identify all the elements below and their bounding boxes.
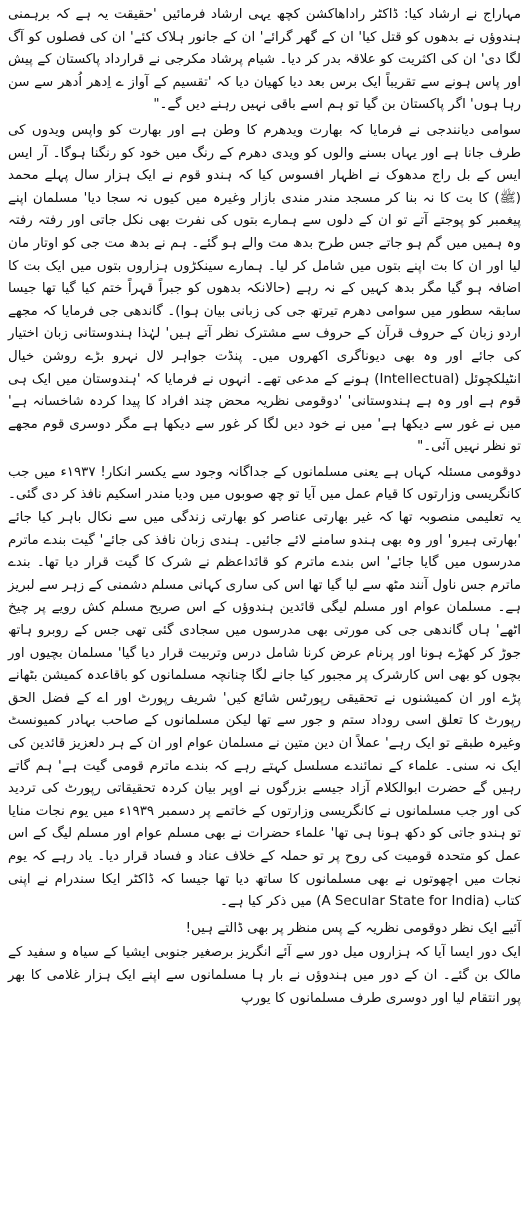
- paragraph-5: ایک دور ایسا آیا کہ ہزاروں میل دور سے آئے انگریز برصغیر جنوبی ایشیا کے سیاہ و سفید کے مالک بن گئے۔ ان کے دور میں ہندوؤں نے بار ہا مسلمانوں سے اپنے ایک ہزار غلامی کا بھر پور انتقام لیا اور دوسری طرف مسلمانوں کا یورپ: [8, 945, 521, 1006]
- paragraph-3: دوقومی مسئلہ کہاں ہے یعنی مسلمانوں کے جداگانہ وجود سے یکسر انکار! ۱۹۳۷ء میں جب کانگریسی وزارتوں کا قیام عمل میں آیا تو چھ صوبوں میں ودیا مندر اسکیم نافذ کر دی گئی۔ یہ تعلیمی منصوبہ تھا کہ غیر بھارتی عناصر کو بھارتی زندگی میں سے نکال باہر کیا جائے 'بھارتی ہیرو' اور وہ بھی ہندو سامنے لائے جائیں۔ ہندی زبان نافذ کی جائے' گیت بندے ماترم مدرسوں میں گایا جائے' اس بندے ماترم کو قائداعظم نے شرک کا گیت قرار دیا تھا۔ بندے ماترم جس ناول آنند مٹھ سے لیا گیا تھا اس کی ساری کہانی مسلم دشمنی کے زہر سے لبریز ہے۔ مسلمان عوام اور مسلم لیگی قائدین ہندوؤں کے اس صریح مسلم کش رویے پر چیخ اٹھے' ہاں گاندھی جی کی مورتی بھی مدرسوں میں سجادی گئی تھی جس کے روبرو ہاتھ جوڑ کر کھڑے ہونا اور پرنام عرض کرنا شامل درس وتربیت قرار دیا گیا' مسلمان بچیوں اور بچوں کو بھی اس کارشرک پر مجبور کیا جانے لگا چنانچہ مسلمانوں کو باقاعدہ کمیشن بٹھانے پڑے اور ان کمیشنوں نے تحقیقی رپورٹس شائع کیں' شریف رپورٹ اور اے کے فضل الحق رپورٹ کا تعلق اسی روداد ستم و جور سے تھا لیکن مسلمانوں کے صاحب بہادر کمیونسٹ وغیرہ طبقے تو ایک رہے' عملاً ان دین متین نے مسلمان عوام اور ان کے ہر دلعزیز قائدین کی ایک نہ سنی۔ علماء کے نمائندے مسلسل کہتے رہے کہ بندے ماترم قومی گیت ہے' ہم گاتے رہیں گے حضرت ابوالکلام آزاد جیسے بزرگوں نے اوپر بیان کردہ تحقیقاتی رپورٹ کی تردید کی اور جب مسلمانوں نے کانگریسی وزارتوں کے خاتمے پر دسمبر ۱۹۳۹ء میں یوم نجات منایا تو ہندو جاتی کو دکھ ہونا ہی تھا' علماء حضرات نے بھی مسلم عوام اور مسلم لیگ کے اس عمل کو متحدہ قومیت کی روح پر تو حملہ کے خلاف عناد و فساد قرار دیا۔ یاد رہے کہ یوم نجات میں اچھوتوں نے بھی مسلمانوں کا ساتھ دیا تھا جیسا کہ ڈاکٹر ایکا سندرام نے اپنی کتاب (A Secular State for India) میں ذکر کیا ہے۔: [8, 464, 521, 910]
- paragraph-1: مہاراج نے ارشاد کیا: ڈاکٹر راداھاکشن کچھ یہی ارشاد فرمائیں 'حقیقت یہ ہے کہ برہمنی ہندوؤں نے بدھوں کو قتل کیا' ان کے گھر گرائے' ان کے جانور ہلاک کئے' ان کی فصلوں کو آگ لگا دی' ان کی اکثریت کو علاقہ بدر کر دیا۔ شیام پرشاد مکرجی نے قرارداد پاکستان کے پیش اور پاس ہونے سے تقریباً ایک برس بعد دیا کھیان دیا کہ 'تقسیم کے آواز ے اِدھر اُدھر سے سن رہا ہوں' اگر پاکستان بن گیا تو ہم اسے باقی نہیں رہنے دیں گے۔": [8, 7, 521, 113]
- paragraph-2: سوامی دیانندجی نے فرمایا کہ بھارت ویدھرم کا وطن ہے اور بھارت کو واپس ویدوں کی طرف جانا ہے اور یہاں بسنے والوں کو ویدی دھرم کے رنگ میں خود کو رنگنا ہوگا۔ آر ایس ایس کے بل راج مدھوک نے اظہار افسوس کیا کہ ہندو قوم نے ایک ہزار سال پہلے محمد (ﷺ) کا بت کا نہ بنا کر مسجد مندر مندی بازار وغیرہ میں کیوں نہ سجا دیا' مسلمان اپنے پیغمبر کو پوجتے آتے تو ان کے دلوں سے ہمارے بتوں کی نفرت بھی نکل جاتی اور رفتہ رفتہ وہ ہمیں میں گم ہو جاتے جس طرح بدھ مت والے ہو گئے۔ ہم نے بدھ مت جی کو اوتار مان لیا اور ان کا بت اپنے بتوں میں شامل کر لیا۔ ہمارے سینکڑوں ہزاروں بتوں میں ایک بت کا اضافہ ہو گیا مگر بدھ کہیں کے نہ رہے (حالانکہ بدھوں کو جبراً قہراً ختم کیا گیا تھا جیسا سابقہ سطور میں سوامی دھرم تیرتھ جی کی زبانی بیان ہوا)۔ گاندھی جی فرمایا کہ مجھے اردو زبان کے حروف قرآن کے حروف سے مشترک نظر آتے ہیں' لہٰذا ہندوستانی زبان اختیار کی جائے اور وہ بھی دیوناگری اکھروں میں۔ پنڈت جواہر لال نہرو بڑے روشن خیال انٹیلکچوئل (Intellectual) ہونے کے مدعی تھے۔ انہوں نے فرمایا کہ 'ہندوستان میں ایک ہی قوم ہے اور وہ ہے ہندوستانی' 'دوقومی نظریہ محض چند افراد کا پیدا کردہ شاخسانہ ہے' میں نے غور سے دیکھا ہے' میں نے خود دیں لگا کر غور سے دیکھا ہے مگر دوسری قوم مجھے تو نظر نہیں آئی۔": [8, 122, 521, 455]
- section-heading: آئیے ایک نظر دوقومی نظریہ کے پس منظر پر بھی ڈالتے ہیں!: [185, 920, 521, 936]
